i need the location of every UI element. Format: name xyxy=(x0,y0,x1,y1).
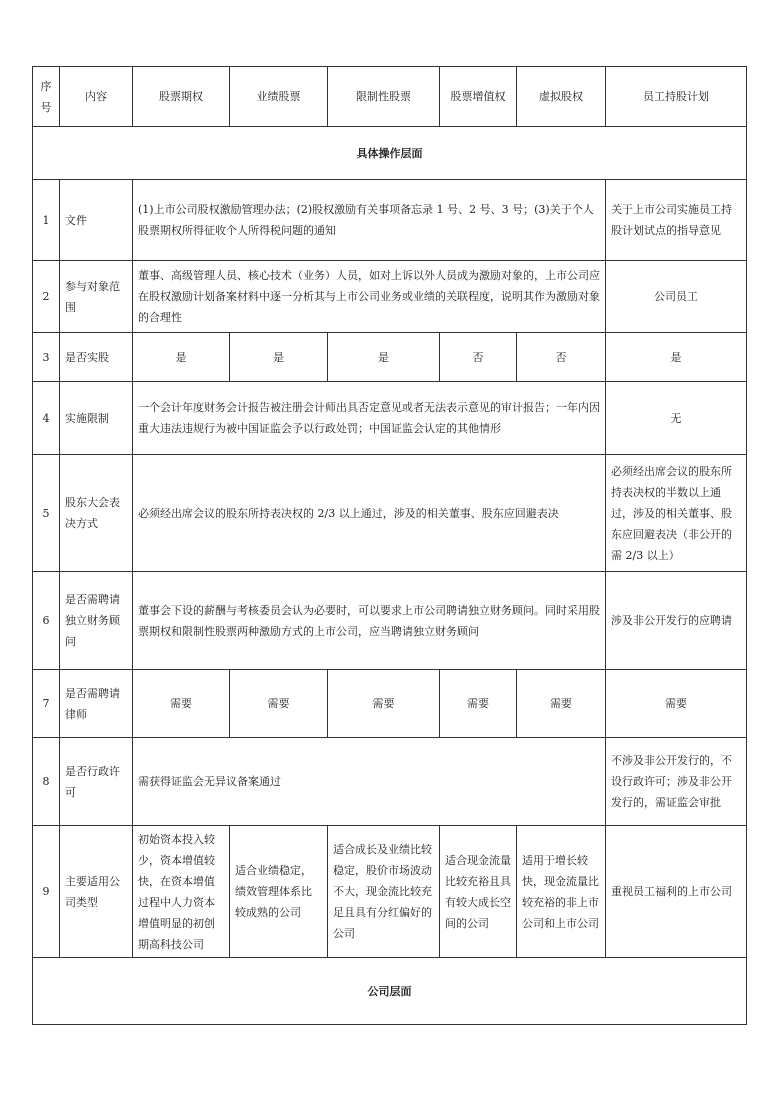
header-employee-stock-ownership: 员工持股计划 xyxy=(606,67,747,127)
row-cell: 需要 xyxy=(230,670,328,738)
row-label: 股东大会表决方式 xyxy=(60,455,133,572)
row-cell: 需要 xyxy=(133,670,230,738)
row-label: 是否实股 xyxy=(60,333,133,382)
row-number: 6 xyxy=(33,572,60,670)
row-cell: 否 xyxy=(517,333,606,382)
header-row xyxy=(33,67,747,127)
row-esop-cell: 必须经出席会议的股东所持表决权的半数以上通过，涉及的相关董事、股东应回避表决（非公开的需 2/3 以上） xyxy=(606,455,747,572)
row-label: 文件 xyxy=(60,180,133,261)
row-merged-cell: 必须经出席会议的股东所持表决权的 2/3 以上通过，涉及的相关董事、股东应回避表决 xyxy=(133,455,606,572)
section-title-company: 公司层面 xyxy=(33,958,747,1025)
row-label: 是否行政许可 xyxy=(60,738,133,826)
row-esop-cell: 不涉及非公开发行的，不设行政许可；涉及非公开发行的，需证监会审批 xyxy=(606,738,747,826)
table-row xyxy=(33,382,747,455)
row-cell: 需要 xyxy=(440,670,517,738)
row-merged-cell: 董事、高级管理人员、核心技术（业务）人员，如对上诉以外人员成为激励对象的，上市公司应在股权激励计划备案材料中逐一分析其与上市公司业务或业绩的关联程度，说明其作为激励对象的合理性 xyxy=(133,261,606,333)
row-cell: 重视员工福利的上市公司 xyxy=(606,826,747,958)
row-merged-cell: 一个会计年度财务会计报告被注册会计师出具否定意见或者无法表示意见的审计报告；一年内因重大违法违规行为被中国证监会予以行政处罚；中国证监会认定的其他情形 xyxy=(133,382,606,455)
row-number: 5 xyxy=(33,455,60,572)
table-row xyxy=(33,670,747,738)
table-row xyxy=(33,333,747,382)
row-esop-cell: 关于上市公司实施员工持股计划试点的指导意见 xyxy=(606,180,747,261)
row-cell: 是 xyxy=(328,333,440,382)
row-label: 实施限制 xyxy=(60,382,133,455)
row-number: 8 xyxy=(33,738,60,826)
header-performance-shares: 业绩股票 xyxy=(230,67,328,127)
row-merged-cell: 需获得证监会无异议备案通过 xyxy=(133,738,606,826)
row-cell: 是 xyxy=(133,333,230,382)
row-label: 主要适用公司类型 xyxy=(60,826,133,958)
row-cell: 需要 xyxy=(517,670,606,738)
section-row xyxy=(33,127,747,180)
row-merged-cell: (1)上市公司股权激励管理办法；(2)股权激励有关事项备忘录 1 号、2 号、3 号；(3)关于个人股票期权所得征收个人所得税问题的通知 xyxy=(133,180,606,261)
section-row xyxy=(33,958,747,1025)
row-cell: 适用于增长较快，现金流量比较充裕的非上市公司和上市公司 xyxy=(517,826,606,958)
row-cell: 是 xyxy=(230,333,328,382)
row-number: 3 xyxy=(33,333,60,382)
equity-incentive-comparison-table xyxy=(32,66,747,1025)
table-row xyxy=(33,572,747,670)
row-cell: 是 xyxy=(606,333,747,382)
row-number: 1 xyxy=(33,180,60,261)
row-number: 2 xyxy=(33,261,60,333)
row-number: 4 xyxy=(33,382,60,455)
row-label: 是否需聘请律师 xyxy=(60,670,133,738)
header-stock-options: 股票期权 xyxy=(133,67,230,127)
row-cell: 初始资本投入较少，资本增值较快，在资本增值过程中人力资本增值明显的初创期高科技公司 xyxy=(133,826,230,958)
row-merged-cell: 董事会下设的薪酬与考核委员会认为必要时，可以要求上市公司聘请独立财务顾问。同时采用股票期权和限制性股票两种激励方式的上市公司，应当聘请独立财务顾问 xyxy=(133,572,606,670)
header-restricted-stock: 限制性股票 xyxy=(328,67,440,127)
header-virtual-equity: 虚拟股权 xyxy=(517,67,606,127)
row-cell: 否 xyxy=(440,333,517,382)
table-row xyxy=(33,261,747,333)
header-stock-appreciation-rights: 股票增值权 xyxy=(440,67,517,127)
row-cell: 需要 xyxy=(328,670,440,738)
table-row xyxy=(33,738,747,826)
section-title-operations: 具体操作层面 xyxy=(33,127,747,180)
header-no: 序号 xyxy=(33,67,60,127)
row-cell: 适合成长及业绩比较稳定，股价市场波动不大，现金流比较充足且具有分红偏好的公司 xyxy=(328,826,440,958)
row-esop-cell: 无 xyxy=(606,382,747,455)
table-row xyxy=(33,826,747,958)
row-esop-cell: 公司员工 xyxy=(606,261,747,333)
row-esop-cell: 涉及非公开发行的应聘请 xyxy=(606,572,747,670)
row-number: 7 xyxy=(33,670,60,738)
row-cell: 需要 xyxy=(606,670,747,738)
table-row xyxy=(33,180,747,261)
row-cell: 适合业绩稳定，绩效管理体系比较成熟的公司 xyxy=(230,826,328,958)
row-cell: 适合现金流量比较充裕且具有较大成长空间的公司 xyxy=(440,826,517,958)
row-number: 9 xyxy=(33,826,60,958)
header-content: 内容 xyxy=(60,67,133,127)
row-label: 参与对象范围 xyxy=(60,261,133,333)
row-label: 是否需聘请独立财务顾问 xyxy=(60,572,133,670)
table-row xyxy=(33,455,747,572)
